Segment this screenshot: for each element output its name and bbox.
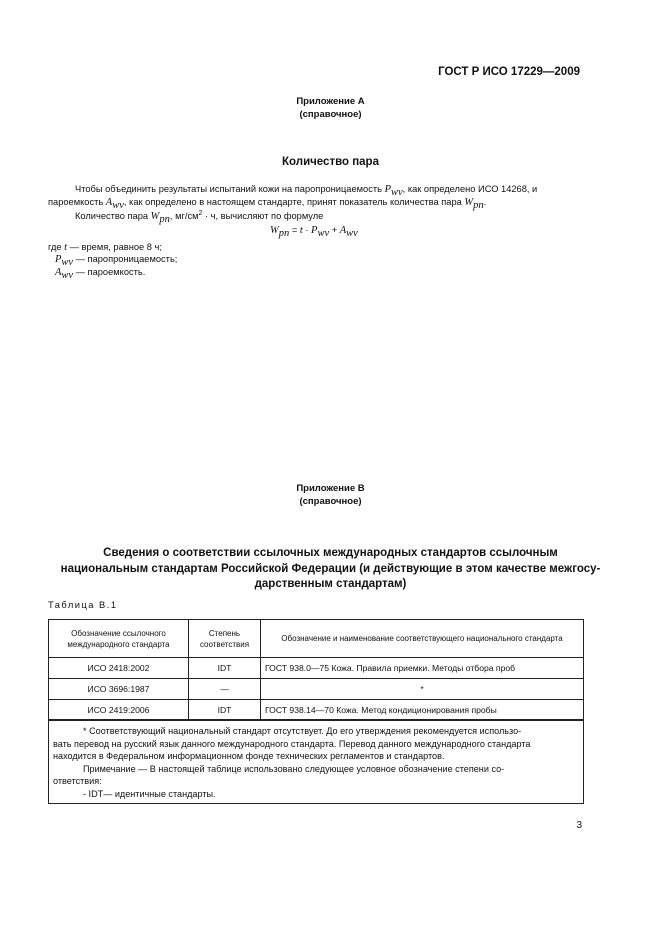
annex-b-heading-line2: национальным стандартам Российской Федерации (и действующие в этом качестве межгосу- (60, 563, 601, 575)
note-line2: ответствия: (53, 776, 102, 786)
annex-b-status: (справочное) (299, 496, 362, 507)
cell-intl: ИСО 2418:2002 (49, 658, 189, 679)
cell-degree: — (189, 679, 261, 700)
annex-a-paragraph-line2: пароемкость $A_{wv}$, как определено в настоящем стандарте, принят показатель количества пара $W_{pn}$. (48, 197, 487, 211)
cell-national: ГОСТ 938.14—70 Кожа. Метод кондиционирования пробы (261, 700, 584, 721)
table-row (49, 658, 584, 679)
where-pwv-line: $P_{wv}$ — паропроницаемость; (55, 254, 178, 268)
reference-standards-table (48, 619, 584, 721)
annex-a-title: Приложение А (296, 96, 365, 107)
document-header-code: ГОСТ Р ИСО 17229—2009 (438, 66, 580, 78)
cell-national: * (261, 679, 584, 700)
where-t-line: где t — время, равное 8 ч; (48, 242, 162, 253)
table-row (49, 679, 584, 700)
cell-degree: IDT (189, 700, 261, 721)
header-intl-standard: Обозначение ссылочного международного стандарта (49, 620, 189, 658)
annex-a-status: (справочное) (299, 109, 362, 120)
formula: $W_{pn} = t \cdot P_{wv} + A_{wv}$ (270, 225, 358, 239)
where-awv-line: $A_{wv}$ — пароемкость. (55, 267, 146, 281)
annex-b-heading-line3: дарственным стандартам) (254, 578, 407, 590)
annex-a-quantity-line: Количество пара $W_{pn}$, $мг/см^2 \cdot ч$, вычисляют по формуле (75, 210, 324, 225)
annex-b-heading-line1: Сведения о соответствии ссылочных международных стандартов ссылочным (103, 547, 558, 559)
cell-degree: IDT (189, 658, 261, 679)
table-caption: Таблица В.1 (48, 600, 118, 610)
footnote-line1: * Соответствующий национальный стандарт отсутствует. До его утверждения рекомендуется использо- (83, 726, 522, 736)
annex-a-heading: Количество пара (282, 156, 379, 168)
page-number: 3 (576, 820, 582, 831)
table-notes (48, 719, 584, 804)
cell-intl: ИСО 2419:2006 (49, 700, 189, 721)
note-item: - IDT— идентичные стандарты. (83, 789, 216, 799)
note-line1: Примечание — В настоящей таблице использовано следующее условное обозначение степени со- (83, 764, 505, 774)
cell-national: ГОСТ 938.0—75 Кожа. Правила приемки. Методы отбора проб (261, 658, 584, 679)
table-header-row (49, 620, 584, 658)
annex-b-title: Приложение В (296, 483, 365, 494)
annex-a-paragraph-line1: Чтобы объединить результаты испытаний кожи на паропроницаемость $P_{wv}$, как определено ИСО 14268, и (75, 184, 538, 198)
header-national-standard: Обозначение и наименование соответствующего национального стандарта (261, 620, 584, 658)
table-row (49, 700, 584, 721)
footnote-line2: вать перевод на русский язык данного международного стандарта. Перевод данного международного стандарта (53, 739, 531, 749)
header-degree: Степень соответствия (189, 620, 261, 658)
footnote-line3: находится в Федеральном информационном фонде технических регламентов и стандартов. (53, 751, 445, 761)
cell-intl: ИСО 3696:1987 (49, 679, 189, 700)
